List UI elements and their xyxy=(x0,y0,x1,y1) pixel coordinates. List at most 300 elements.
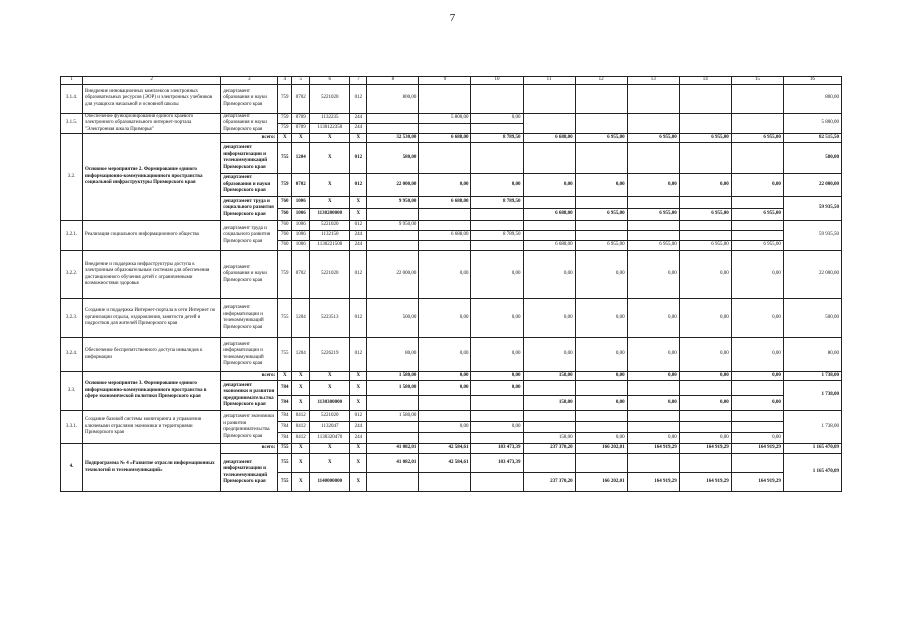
table-cell: 22 000,00 xyxy=(367,251,419,299)
table-cell: 0412 xyxy=(292,411,310,422)
table-cell: X xyxy=(310,454,350,473)
table-cell xyxy=(523,197,575,209)
table-cell xyxy=(419,143,471,174)
table-cell: 59 935,50 xyxy=(783,197,841,221)
table-cell: Основное мероприятие 2. Формирование единого информационно-коммуникационного пространства социальной инфраструктуры Приморского края xyxy=(83,134,221,221)
column-number-cell: 11 xyxy=(523,77,575,85)
table-cell: 5 800,00 xyxy=(419,113,471,123)
table-cell: 755 xyxy=(278,338,292,372)
table-cell: 6 955,00 xyxy=(731,134,783,143)
table-cell: 0,00 xyxy=(679,174,731,197)
table-cell: 6 955,00 xyxy=(627,209,679,221)
table-cell: 1006 xyxy=(292,209,310,221)
table-cell xyxy=(419,433,471,444)
table-cell: 0412 xyxy=(292,422,310,433)
table-cell xyxy=(471,411,523,422)
table-cell: 3.2.3. xyxy=(61,299,83,338)
table-cell: департамент информатизации и телекоммуникаций Приморского края xyxy=(221,299,278,338)
table-cell: департамент информатизации и телекоммуникаций Приморского края xyxy=(221,338,278,372)
table-cell: 1 165 470,09 xyxy=(783,444,841,454)
table-cell: 59 935,50 xyxy=(783,221,841,251)
table-cell: 0,00 xyxy=(523,251,575,299)
table-cell: X xyxy=(278,134,292,143)
table-cell: 0,00 xyxy=(627,174,679,197)
table-cell: 0,00 xyxy=(471,174,523,197)
column-number-cell: 2 xyxy=(83,77,221,85)
table-cell: X xyxy=(310,197,350,209)
table-cell: 580,00 xyxy=(783,143,841,174)
table-cell: 6 688,00 xyxy=(419,231,471,241)
table-cell: 6 955,00 xyxy=(575,209,627,221)
table-cell: X xyxy=(292,396,310,411)
table-cell xyxy=(679,84,731,113)
table-cell: 6 955,00 xyxy=(679,134,731,143)
table-cell xyxy=(731,231,783,241)
table-cell: 6 955,00 xyxy=(679,209,731,221)
table-cell: 0,00 xyxy=(471,422,523,433)
table-cell xyxy=(575,143,627,174)
table-cell: 0702 xyxy=(292,174,310,197)
table-cell: 164 919,29 xyxy=(679,444,731,454)
table-cell: 6 688,00 xyxy=(523,134,575,143)
table-cell: 0,00 xyxy=(627,372,679,381)
table-cell: 158,00 xyxy=(523,372,575,381)
table-cell: 237 370,20 xyxy=(523,473,575,492)
table-cell xyxy=(627,113,679,134)
table-cell: 0709 xyxy=(292,113,310,123)
table-cell xyxy=(523,113,575,134)
table-cell xyxy=(523,422,575,433)
table-cell: 0,00 xyxy=(523,299,575,338)
table-cell: 6 688,00 xyxy=(419,197,471,209)
table-cell xyxy=(679,197,731,209)
table-cell: X xyxy=(350,134,367,143)
table-cell: департамент образования и науки Приморского края xyxy=(221,84,278,113)
table-cell: X xyxy=(350,372,367,381)
table-cell xyxy=(575,221,627,231)
table-cell xyxy=(471,396,523,411)
table-cell: 6 955,00 xyxy=(731,241,783,251)
table-cell: 6 955,00 xyxy=(679,241,731,251)
table-cell xyxy=(731,221,783,231)
table-cell: 82 515,50 xyxy=(783,134,841,143)
table-cell: 1130122350 xyxy=(310,123,350,133)
table-cell xyxy=(627,143,679,174)
table-cell xyxy=(731,411,783,422)
table-cell: X xyxy=(310,372,350,381)
table-cell: 012 xyxy=(350,338,367,372)
table-cell xyxy=(523,231,575,241)
table-cell: 0,00 xyxy=(679,396,731,411)
table-cell: 012 xyxy=(350,251,367,299)
table-cell: 183 473,39 xyxy=(471,454,523,473)
table-cell: 1006 xyxy=(292,231,310,241)
table-cell: 012 xyxy=(350,411,367,422)
table-cell: 1130300000 xyxy=(310,396,350,411)
table-cell: 0,00 xyxy=(627,433,679,444)
table-cell: 164 919,29 xyxy=(627,444,679,454)
table-cell: Обеспечение беспрепятственного доступа инвалидов к информации xyxy=(83,338,221,372)
table-cell xyxy=(419,396,471,411)
table-cell xyxy=(523,221,575,231)
table-cell xyxy=(679,454,731,473)
table-cell: 9 950,00 xyxy=(367,221,419,231)
table-cell: 0,00 xyxy=(471,372,523,381)
column-number-cell: 12 xyxy=(575,77,627,85)
table-cell: 755 xyxy=(278,473,292,492)
table-cell xyxy=(419,209,471,221)
table-cell: 755 xyxy=(278,454,292,473)
table-cell: 6 955,00 xyxy=(627,134,679,143)
table-cell: 0,00 xyxy=(627,338,679,372)
table-cell: 164 919,29 xyxy=(679,473,731,492)
table-cell: 244 xyxy=(350,113,367,123)
column-number-cell: 3 xyxy=(221,77,278,85)
table-cell: Создание базовой системы мониторинга и управления ключевыми отраслями экономики и территориями Приморского края xyxy=(83,411,221,444)
table-cell xyxy=(731,422,783,433)
table-cell: 8 789,50 xyxy=(471,197,523,209)
table-cell: X xyxy=(292,454,310,473)
table-cell: 158,00 xyxy=(523,433,575,444)
table-cell: 0,00 xyxy=(731,396,783,411)
table-cell: 784 xyxy=(278,422,292,433)
table-cell xyxy=(471,209,523,221)
table-cell: 5221020 xyxy=(310,84,350,113)
table-cell: 5221020 xyxy=(310,411,350,422)
table-cell: 1204 xyxy=(292,338,310,372)
table-cell: X xyxy=(292,473,310,492)
table-cell: 0,00 xyxy=(419,299,471,338)
table-cell xyxy=(367,433,419,444)
table-cell: 3.2.4. xyxy=(61,338,83,372)
table-cell: X xyxy=(292,444,310,454)
table-cell: департамент труда и социального развития Приморского края xyxy=(221,221,278,251)
table-cell: 22 000,00 xyxy=(367,174,419,197)
table-cell xyxy=(731,143,783,174)
table-cell: 41 082,01 xyxy=(367,444,419,454)
table-cell: 012 xyxy=(350,84,367,113)
table-cell: департамент экономики и развития предпринимательства Приморского края xyxy=(221,411,278,444)
table-cell: 164 919,29 xyxy=(627,473,679,492)
table-cell xyxy=(627,381,679,396)
table-cell: X xyxy=(350,396,367,411)
table-cell: X xyxy=(350,454,367,473)
table-cell xyxy=(523,381,575,396)
table-cell: 0,00 xyxy=(575,396,627,411)
table-cell: 0709 xyxy=(292,123,310,133)
table-cell: 1006 xyxy=(292,221,310,231)
table-cell: 1006 xyxy=(292,241,310,251)
table-cell xyxy=(627,221,679,231)
table-cell: 0,00 xyxy=(627,251,679,299)
table-cell: 0,00 xyxy=(731,338,783,372)
table-cell: 6 955,00 xyxy=(575,241,627,251)
table-cell xyxy=(731,113,783,134)
table-cell xyxy=(731,84,783,113)
table-cell xyxy=(575,84,627,113)
table-cell: 0,00 xyxy=(627,396,679,411)
column-number-cell: 7 xyxy=(350,77,367,85)
table-cell: 5226219 xyxy=(310,338,350,372)
table-cell: 42 584,61 xyxy=(419,454,471,473)
table-cell: 0,00 xyxy=(575,251,627,299)
table-cell: 6 955,00 xyxy=(627,241,679,251)
table-cell: 3.2.1. xyxy=(61,221,83,251)
table-cell: 0412 xyxy=(292,433,310,444)
table-cell xyxy=(419,473,471,492)
table-cell xyxy=(419,241,471,251)
table-cell: 244 xyxy=(350,422,367,433)
table-cell: 0,00 xyxy=(731,251,783,299)
table-cell xyxy=(471,433,523,444)
table-cell: 760 xyxy=(278,221,292,231)
table-cell xyxy=(367,241,419,251)
table-cell: 760 xyxy=(278,209,292,221)
table-cell: 166 202,01 xyxy=(575,444,627,454)
table-row xyxy=(61,372,842,381)
table-cell xyxy=(627,411,679,422)
table-cell xyxy=(367,123,419,133)
table-cell: 1132150 xyxy=(310,231,350,241)
table-cell: 244 xyxy=(350,241,367,251)
table-cell xyxy=(575,381,627,396)
table-cell xyxy=(367,231,419,241)
table-cell xyxy=(471,473,523,492)
table-cell: 4. xyxy=(61,444,83,492)
table-cell: 759 xyxy=(278,123,292,133)
column-number-cell: 8 xyxy=(367,77,419,85)
table-cell xyxy=(575,411,627,422)
table-row xyxy=(61,411,842,422)
table-cell xyxy=(627,197,679,209)
table-cell xyxy=(575,113,627,134)
column-number-cell: 16 xyxy=(783,77,841,85)
table-cell: 1 738,00 xyxy=(783,372,841,381)
table-cell xyxy=(731,381,783,396)
table-cell: 755 xyxy=(278,299,292,338)
table-cell xyxy=(419,221,471,231)
table-cell xyxy=(419,123,471,133)
table-cell xyxy=(679,231,731,241)
table-cell xyxy=(575,197,627,209)
table-cell: 0,00 xyxy=(471,299,523,338)
table-cell: X xyxy=(292,372,310,381)
table-cell: 0,00 xyxy=(731,433,783,444)
table-cell: департамент экономики и развития предпринимательства Приморского края xyxy=(221,381,278,411)
table-cell: 0,00 xyxy=(575,299,627,338)
table-cell: Реализация социального информационного общества xyxy=(83,221,221,251)
table-cell: 784 xyxy=(278,411,292,422)
column-number-cell: 10 xyxy=(471,77,523,85)
table-cell: 1204 xyxy=(292,143,310,174)
table-cell: 012 xyxy=(350,174,367,197)
table-cell: 166 202,01 xyxy=(575,473,627,492)
table-cell: 9 950,00 xyxy=(367,197,419,209)
table-cell: 244 xyxy=(350,433,367,444)
table-cell: 22 000,00 xyxy=(783,174,841,197)
table-cell xyxy=(731,197,783,209)
table-cell: 759 xyxy=(278,174,292,197)
table-cell: Обеспечение функционирования единого краевого электронного образовательного интернет-портала "Электронная школа Приморья" xyxy=(83,113,221,134)
table-cell: 244 xyxy=(350,123,367,133)
table-cell xyxy=(471,143,523,174)
table-cell: 0,00 xyxy=(575,372,627,381)
table-cell xyxy=(367,396,419,411)
table-cell: 500,00 xyxy=(367,299,419,338)
table-cell: X xyxy=(292,134,310,143)
column-number-cell: 5 xyxy=(292,77,310,85)
table-cell xyxy=(575,454,627,473)
table-cell xyxy=(367,113,419,123)
table-cell: 0,00 xyxy=(679,251,731,299)
table-cell: 0,00 xyxy=(731,299,783,338)
table-cell xyxy=(627,422,679,433)
table-cell: 1 580,00 xyxy=(367,411,419,422)
table-cell: 1130320470 xyxy=(310,433,350,444)
budget-table xyxy=(60,76,842,492)
table-row xyxy=(61,338,842,372)
table-cell: X xyxy=(350,197,367,209)
table-cell: 1 580,00 xyxy=(367,381,419,396)
table-cell: Подпрограмма № 4 «Развитие отрасли информационных технологий и телекоммуникаций» xyxy=(83,444,221,492)
table-cell xyxy=(471,123,523,133)
table-cell: 800,00 xyxy=(783,84,841,113)
table-cell: 759 xyxy=(278,251,292,299)
table-cell: 1130221500 xyxy=(310,241,350,251)
table-cell xyxy=(575,231,627,241)
table-cell: 1 738,00 xyxy=(783,411,841,444)
table-row xyxy=(61,221,842,231)
table-cell: 1130200000 xyxy=(310,209,350,221)
table-cell xyxy=(523,454,575,473)
table-cell: 755 xyxy=(278,444,292,454)
table-cell: 0,00 xyxy=(419,422,471,433)
table-cell: Внедрение инновационных комплексов электронных образовательных ресурсов (ЭОР) и электронных учебников для учащихся начальной и основной школы xyxy=(83,84,221,113)
table-cell: 6 955,00 xyxy=(575,134,627,143)
table-cell: 0,00 xyxy=(419,381,471,396)
table-cell: 237 370,20 xyxy=(523,444,575,454)
table-cell: X xyxy=(310,174,350,197)
table-cell: 6 688,00 xyxy=(523,209,575,221)
table-cell: 0,00 xyxy=(731,174,783,197)
table-cell: 0,00 xyxy=(419,338,471,372)
table-cell: 012 xyxy=(350,299,367,338)
table-cell xyxy=(679,143,731,174)
table-cell xyxy=(523,84,575,113)
table-cell: Основное мероприятие 3. Формирование единого информационно-коммуникационного пространства в сфере экономической политики Приморского края xyxy=(83,372,221,411)
table-cell: 3.2.2. xyxy=(61,251,83,299)
table-cell: X xyxy=(350,444,367,454)
table-cell: 0,00 xyxy=(419,372,471,381)
table-cell: 0,00 xyxy=(627,299,679,338)
column-number-cell: 13 xyxy=(627,77,679,85)
table-cell: 0,00 xyxy=(419,251,471,299)
table-cell: 0,00 xyxy=(419,174,471,197)
table-cell: 800,00 xyxy=(367,84,419,113)
table-cell: 1 738,00 xyxy=(783,381,841,411)
table-cell: 0,00 xyxy=(471,113,523,123)
table-cell: 0,00 xyxy=(523,338,575,372)
table-cell: 6 688,00 xyxy=(523,241,575,251)
table-cell xyxy=(419,84,471,113)
table-cell: 3.2. xyxy=(61,134,83,221)
table-cell: 0,00 xyxy=(575,433,627,444)
table-cell: 32 530,00 xyxy=(367,134,419,143)
table-cell xyxy=(367,473,419,492)
table-cell: 0,00 xyxy=(679,372,731,381)
table-cell xyxy=(523,411,575,422)
table-cell: всего: xyxy=(221,444,278,454)
table-cell xyxy=(471,221,523,231)
table-cell: 0,00 xyxy=(679,299,731,338)
table-cell: 0702 xyxy=(292,251,310,299)
table-cell: 755 xyxy=(278,143,292,174)
table-row xyxy=(61,113,842,123)
column-number-cell: 4 xyxy=(278,77,292,85)
table-row xyxy=(61,251,842,299)
table-cell: всего: xyxy=(221,372,278,381)
table-cell: 3.1.4. xyxy=(61,84,83,113)
table-cell: 8 789,50 xyxy=(471,231,523,241)
table-cell: 0,00 xyxy=(471,381,523,396)
table-cell: 41 082,01 xyxy=(367,454,419,473)
table-row xyxy=(61,444,842,454)
table-cell: 759 xyxy=(278,113,292,123)
table-cell: 1006 xyxy=(292,197,310,209)
table-cell xyxy=(471,241,523,251)
table-cell: X xyxy=(350,209,367,221)
table-cell: 0702 xyxy=(292,84,310,113)
table-cell: 22 000,00 xyxy=(783,251,841,299)
table-cell: 580,00 xyxy=(367,143,419,174)
table-cell: 760 xyxy=(278,241,292,251)
table-cell: 0,00 xyxy=(679,338,731,372)
table-cell: 012 xyxy=(350,143,367,174)
column-number-cell: 1 xyxy=(61,77,83,85)
table-cell: 0,00 xyxy=(679,433,731,444)
table-cell: 5221020 xyxy=(310,251,350,299)
table-cell: 0,00 xyxy=(471,338,523,372)
table-cell: департамент образования и науки Приморского края xyxy=(221,251,278,299)
table-cell xyxy=(471,84,523,113)
table-cell: 244 xyxy=(350,231,367,241)
table-cell: департамент образования и науки Приморского края xyxy=(221,174,278,197)
table-cell: 164 919,29 xyxy=(731,444,783,454)
table-cell: 0,00 xyxy=(575,174,627,197)
table-cell: 8 789,50 xyxy=(471,134,523,143)
table-cell xyxy=(419,411,471,422)
table-cell: 5 800,00 xyxy=(783,113,841,134)
table-cell xyxy=(679,411,731,422)
table-cell: X xyxy=(310,381,350,396)
table-cell xyxy=(367,209,419,221)
table-cell: 80,00 xyxy=(783,338,841,372)
table-cell xyxy=(679,113,731,134)
table-cell: 158,00 xyxy=(523,396,575,411)
table-cell xyxy=(523,143,575,174)
header-row xyxy=(61,77,842,85)
table-cell: 0,00 xyxy=(471,251,523,299)
table-cell xyxy=(627,454,679,473)
table-cell xyxy=(575,422,627,433)
table-cell: 500,00 xyxy=(783,299,841,338)
table-cell: 0,00 xyxy=(731,372,783,381)
column-number-cell: 9 xyxy=(419,77,471,85)
table-cell xyxy=(731,454,783,473)
table-cell: департамент информатизации и телекоммуникаций Приморского края xyxy=(221,143,278,174)
table-cell: 1204 xyxy=(292,299,310,338)
table-cell: 1 165 470,09 xyxy=(783,454,841,492)
